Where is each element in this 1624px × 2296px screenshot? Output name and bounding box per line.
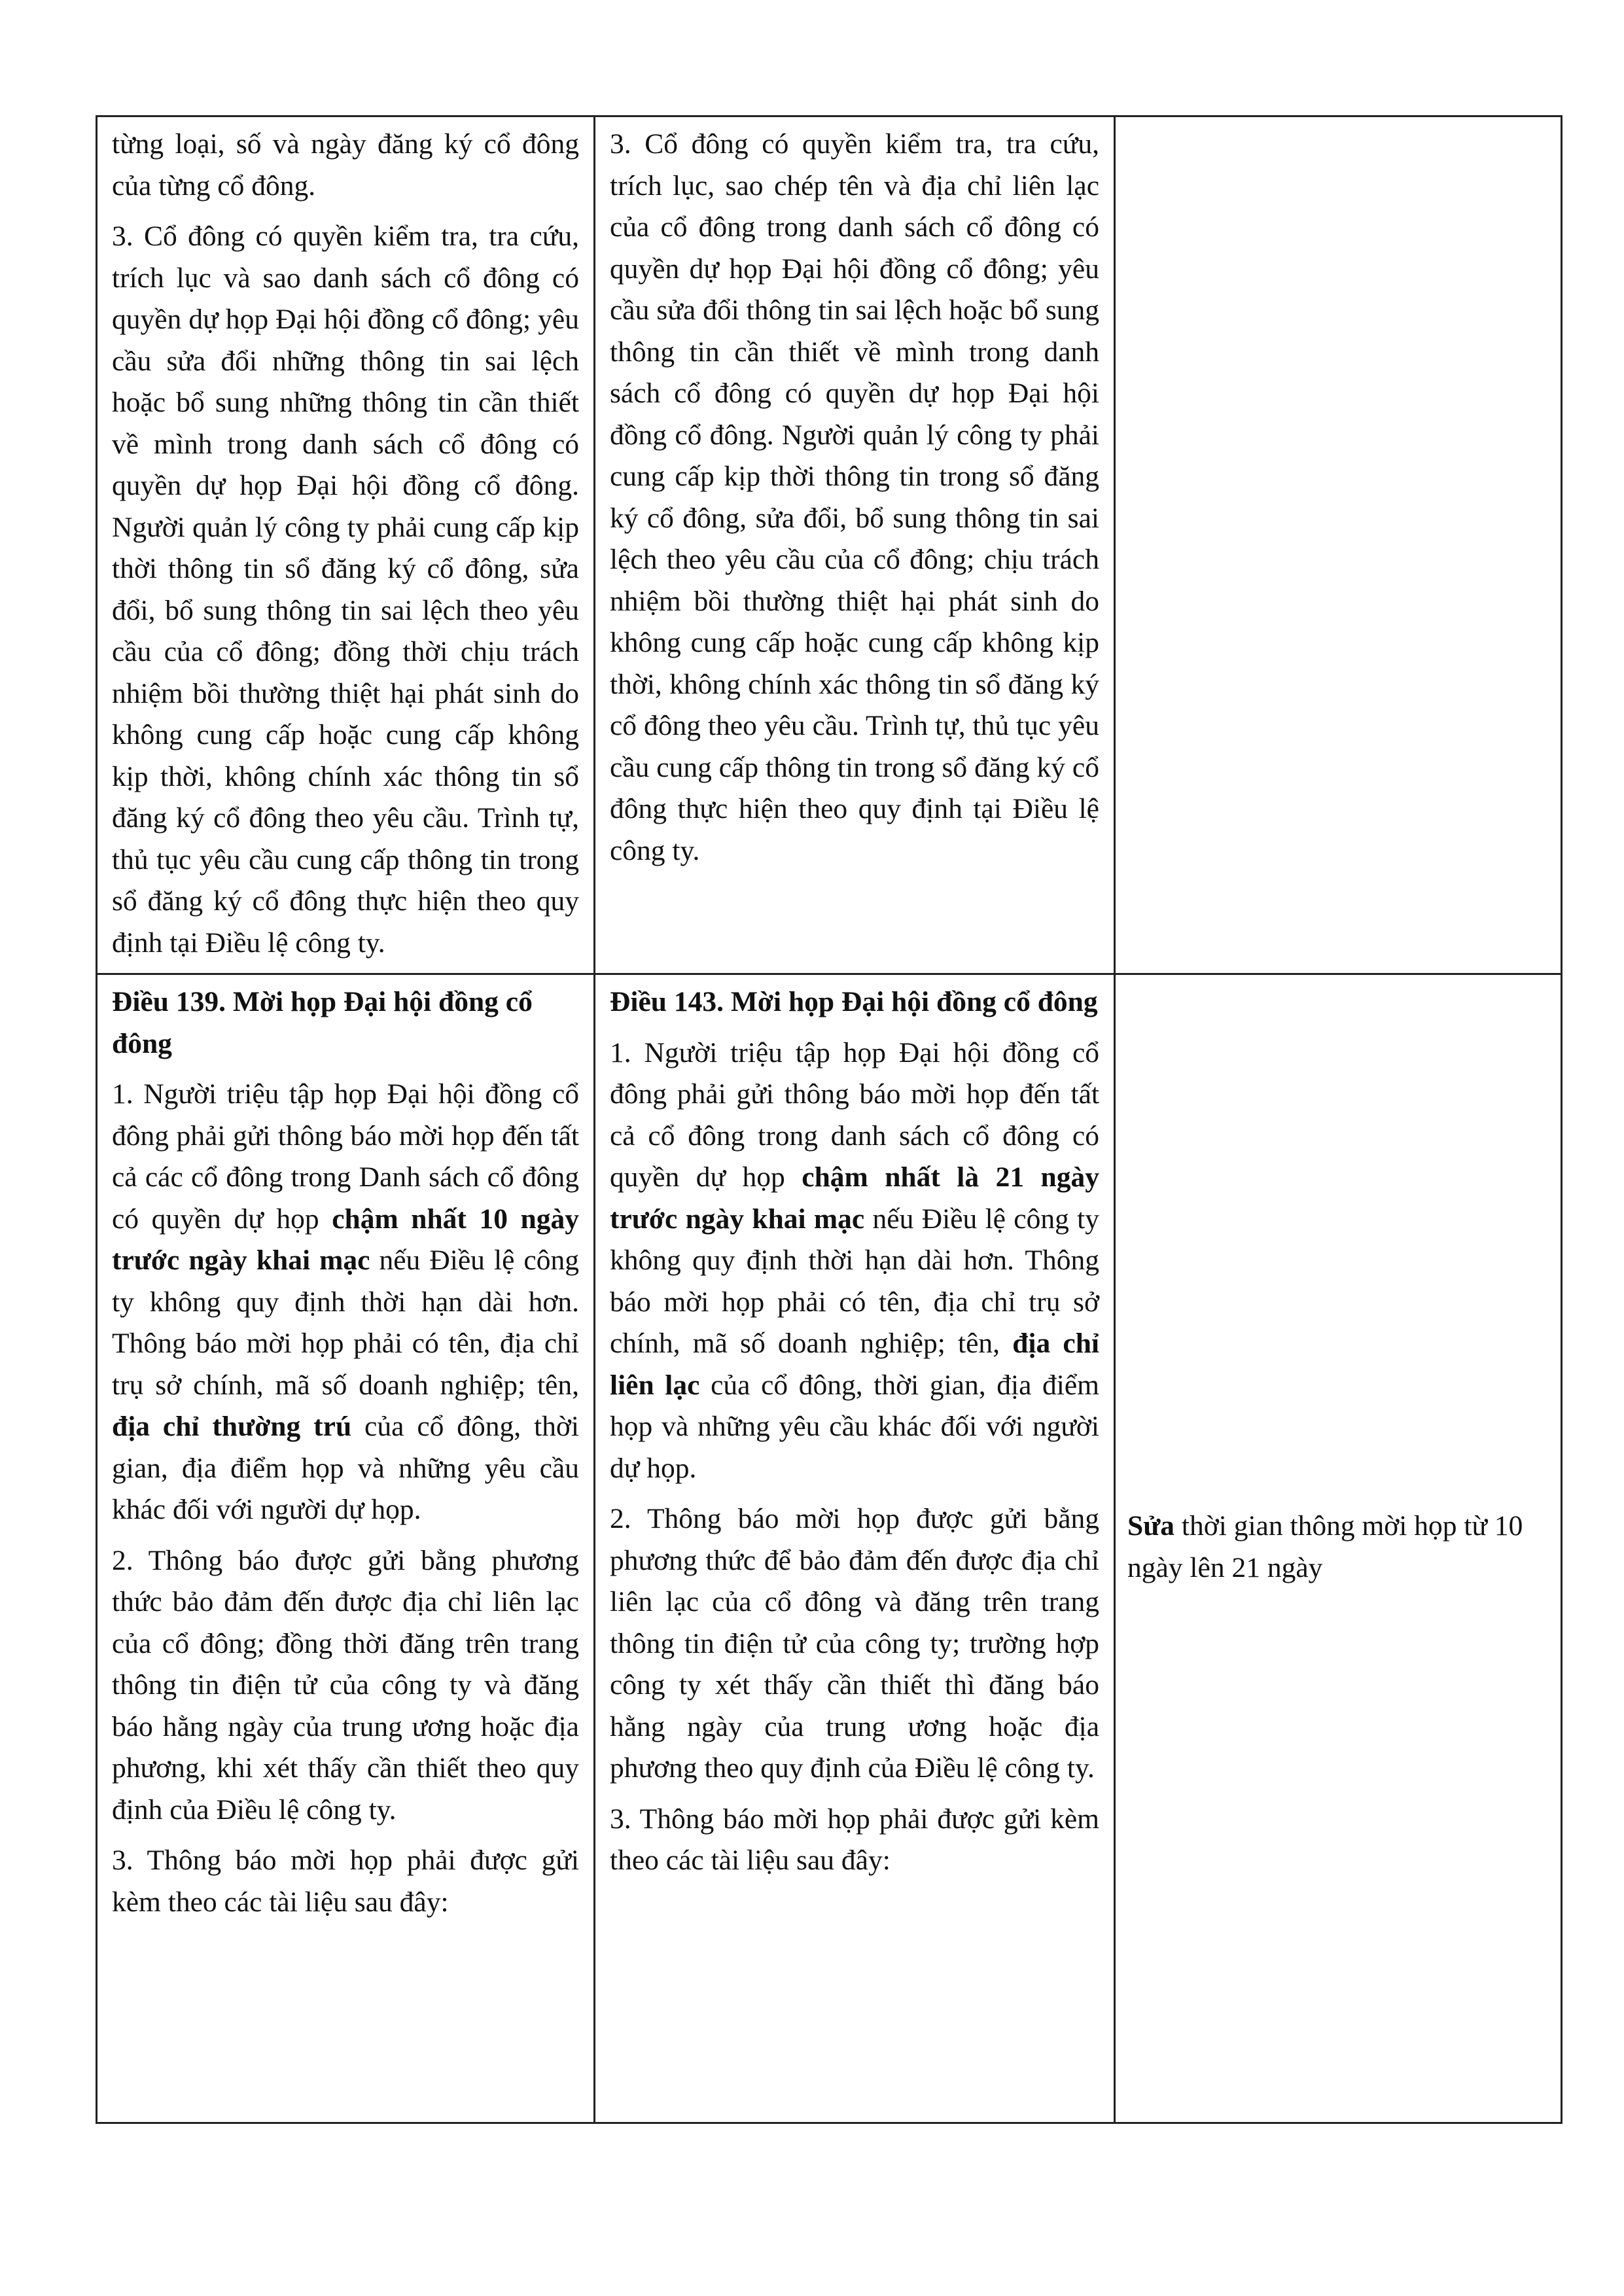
- text-run: 1. Người triệu tập họp Đại hội đồng cổ đông phải gửi thông báo mời họp đến tất cả các cổ đông trong Danh sách cổ đông có quyền dự họp: [112, 1078, 579, 1235]
- article-heading: Điều 139. Mời họp Đại hội đồng cổ đông: [112, 986, 533, 1059]
- old-law-cell: [97, 116, 595, 974]
- paragraph: 2. Thông báo được gửi bằng phương thức bảo đảm đến được địa chỉ liên lạc của cổ đông; đồng thời đăng trên trang thông tin điện tử của công ty và đăng báo hằng ngày của trung ương hoặc địa phương, khi xét thấy cần thiết theo quy định của Điều lệ công ty.: [112, 1544, 579, 1826]
- text-run: của cổ đông, thời gian, địa điểm họp và những yêu cầu khác đối với người dự họp.: [610, 1369, 1099, 1484]
- paragraph: 3. Cổ đông có quyền kiểm tra, tra cứu, trích lục, sao chép tên và địa chỉ liên lạc của cổ đông trong danh sách cổ đông có quyền dự họp Đại hội đồng cổ đông; yêu cầu sửa đổi thông tin sai lệch hoặc bổ sung thông tin cần thiết về mình trong danh sách cổ đông có quyền dự họp Đại hội đồng cổ đông. Người quản lý công ty phải cung cấp kịp thời thông tin trong sổ đăng ký cổ đông, sửa đổi, bổ sung thông tin sai lệch theo yêu cầu của cổ đông; chịu trách nhiệm bồi thường thiệt hại phát sinh do không cung cấp hoặc cung cấp không kịp thời, không chính xác thông tin sổ đăng ký cổ đông theo yêu cầu. Trình tự, thủ tục yêu cầu cung cấp thông tin trong sổ đăng ký cổ đông thực hiện theo quy định tại Điều lệ công ty.: [610, 128, 1099, 866]
- text-run: thời gian thông mời họp từ 10 ngày lên 21 ngày: [1127, 1510, 1523, 1583]
- table-row: [97, 974, 1562, 2123]
- article-heading: Điều 143. Mời họp Đại hội đồng cổ đông: [610, 986, 1098, 1017]
- paragraph: 3. Thông báo mời họp phải được gửi kèm theo các tài liệu sau đây:: [112, 1845, 579, 1918]
- paragraph: 2. Thông báo mời họp được gửi bằng phương thức để bảo đảm đến được địa chỉ liên lạc của cổ đông và đăng trên trang thông tin điện tử của công ty; trường hợp công ty xét thấy cần thiết thì đăng báo hằng ngày của trung ương hoặc địa phương theo quy định của Điều lệ công ty.: [610, 1503, 1099, 1784]
- text-run: của cổ đông, thời gian, địa điểm họp và những yêu cầu khác đối với người dự họp.: [112, 1411, 579, 1525]
- paragraph: từng loại, số và ngày đăng ký cổ đông của từng cổ đông.: [112, 128, 579, 202]
- bold-text: chậm nhất 10 ngày trước ngày khai mạc: [112, 1203, 579, 1276]
- paragraph: [610, 1033, 1099, 1490]
- paragraph: 3. Thông báo mời họp phải được gửi kèm theo các tài liệu sau đây:: [610, 1803, 1099, 1876]
- bold-text: địa chỉ liên lạc: [610, 1328, 1099, 1401]
- paragraph: [112, 1074, 579, 1531]
- note-cell: [1115, 974, 1562, 2123]
- note-cell: [1115, 116, 1562, 974]
- text-run: nếu Điều lệ công ty không quy định thời hạn dài hơn. Thông báo mời họp phải có tên, địa chỉ trụ sở chính, mã số doanh nghiệp; tên,: [610, 1203, 1100, 1359]
- text-run: nếu Điều lệ công ty không quy định thời hạn dài hơn. Thông báo mời họp phải có tên, địa chỉ trụ sở chính, mã số doanh nghiệp; tên,: [112, 1245, 579, 1401]
- old-law-cell: [97, 974, 595, 2123]
- bold-text: Sửa: [1127, 1510, 1175, 1542]
- new-law-cell: [595, 116, 1115, 974]
- paragraph: 3. Cổ đông có quyền kiểm tra, tra cứu, trích lục và sao danh sách cổ đông có quyền dự họp Đại hội đồng cổ đông; yêu cầu sửa đổi những thông tin sai lệch hoặc bổ sung những thông tin cần thiết về mình trong danh sách cổ đông có quyền dự họp Đại hội đồng cổ đông. Người quản lý công ty phải cung cấp kịp thời thông tin sổ đăng ký cổ đông, sửa đổi, bổ sung thông tin sai lệch theo yêu cầu của cổ đông; đồng thời chịu trách nhiệm bồi thường thiệt hại phát sinh do không cung cấp hoặc cung cấp không kịp thời, không chính xác thông tin sổ đăng ký cổ đông theo yêu cầu. Trình tự, thủ tục yêu cầu cung cấp thông tin trong sổ đăng ký cổ đông thực hiện theo quy định tại Điều lệ công ty.: [112, 221, 579, 959]
- table-row: [97, 116, 1562, 974]
- new-law-cell: [595, 974, 1115, 2123]
- text-run: 1. Người triệu tập họp Đại hội đồng cổ đông phải gửi thông báo mời họp đến tất cả cổ đông trong danh sách cổ đông có quyền dự họp: [610, 1036, 1099, 1193]
- comparison-table: [96, 115, 1562, 2124]
- bold-text: chậm nhất là 21 ngày trước ngày khai mạc: [610, 1161, 1099, 1235]
- bold-text: địa chỉ thường trú: [112, 1411, 352, 1442]
- note-text: [1127, 1506, 1549, 1589]
